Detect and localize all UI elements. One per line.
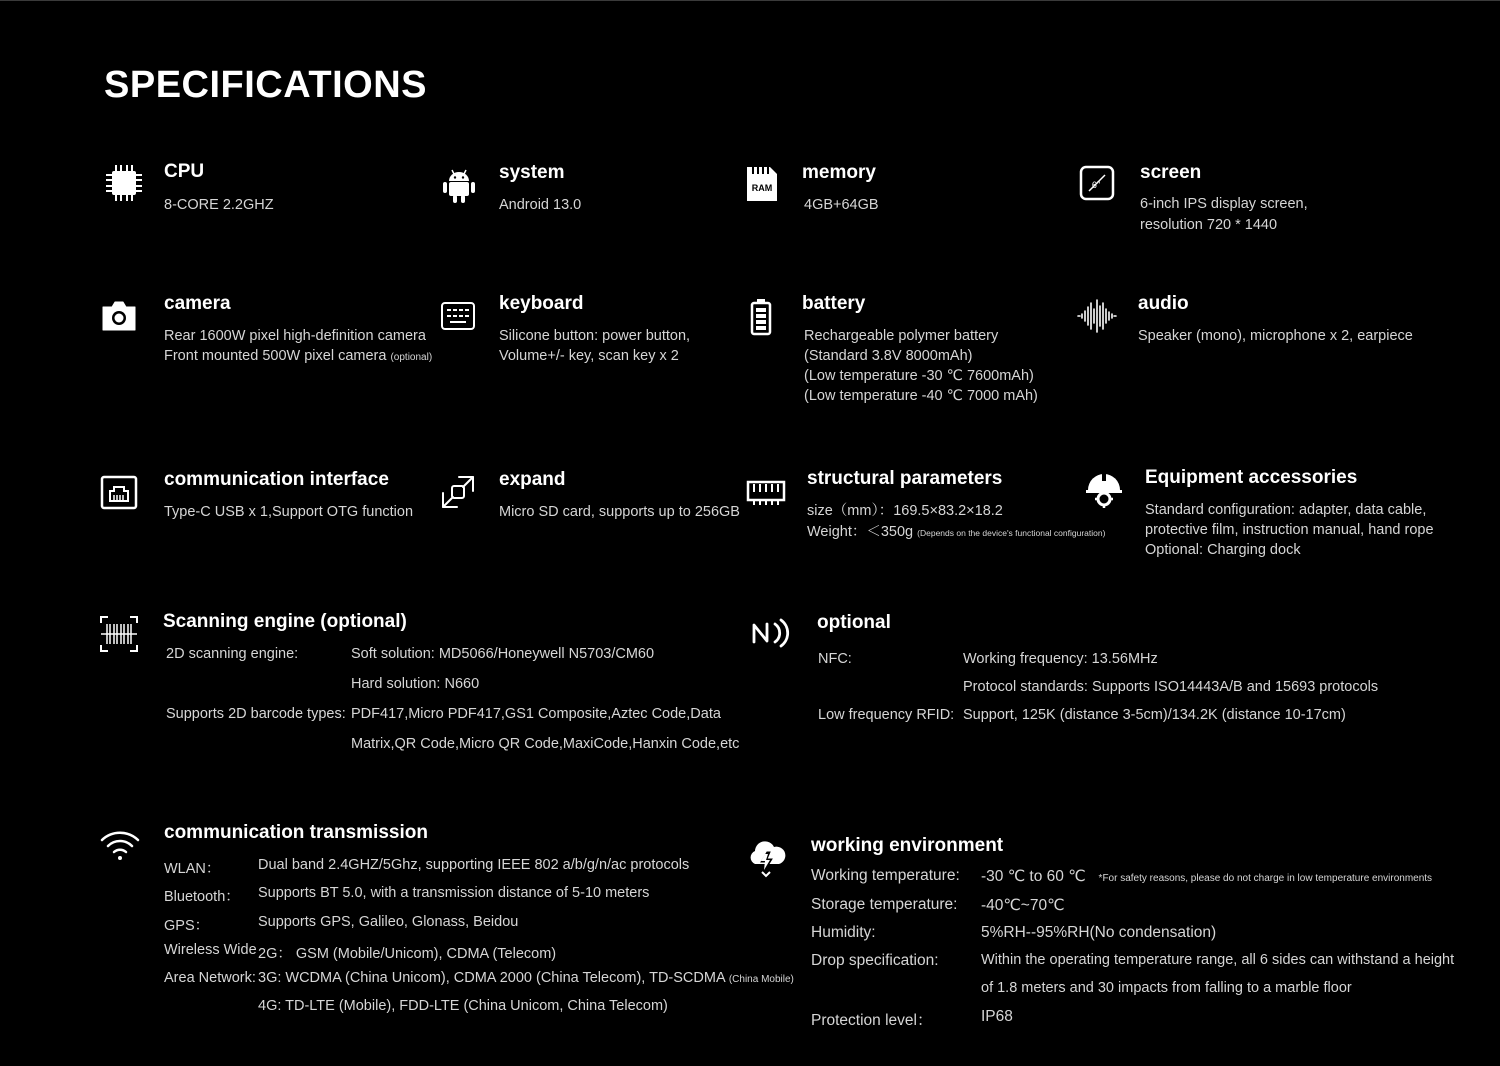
scanning-row-1-label: 2D scanning engine:: [166, 646, 299, 662]
env-row-3-label: Humidity:: [811, 924, 876, 941]
camera-line-1: Rear 1600W pixel high-definition camera: [164, 328, 426, 344]
memory-value: 4GB+64GB: [804, 197, 879, 213]
comm-row-4-label: Wireless Wide: [164, 942, 257, 958]
cpu-value: 8-CORE 2.2GHZ: [164, 197, 274, 213]
ethernet-port-icon: [98, 471, 140, 513]
comm-heading: communication transmission: [164, 822, 428, 843]
comm-row-3-value: Supports GPS, Galileo, Glonass, Beidou: [258, 914, 519, 930]
screen-heading: screen: [1140, 162, 1202, 183]
audio-value: Speaker (mono), microphone x 2, earpiece: [1138, 328, 1413, 344]
env-row-4-value: Within the operating temperature range, all 6 sides can withstand a height: [981, 952, 1455, 968]
optional-row-3-label: Low frequency RFID:: [818, 707, 955, 723]
optional-row-1-label: NFC:: [818, 651, 852, 667]
accessories-line-3: Optional: Charging dock: [1145, 542, 1301, 558]
scanning-row-2-value: Hard solution: N660: [351, 676, 480, 692]
comm-row-3-label: GPS：: [164, 918, 210, 934]
comm-row-5-value: [258, 970, 794, 986]
ram-icon-label: RAM: [751, 183, 773, 193]
screen-icon-label: 6": [1091, 180, 1101, 190]
env-charging-note: *For safety reasons, please do not charge in low temperature environments: [1098, 873, 1433, 884]
env-row-6-label: Protection level：: [811, 1012, 933, 1029]
accessories-line-2: protective film, instruction manual, hand rope: [1145, 522, 1434, 538]
page-title: SPECIFICATIONS: [104, 64, 427, 106]
cpu-chip-icon: [103, 162, 145, 204]
env-row-3-value: 5%RH--95%RH(No condensation): [981, 924, 1217, 941]
camera-icon: [98, 295, 140, 337]
memory-heading: memory: [802, 162, 876, 183]
cpu-heading: CPU: [164, 161, 205, 182]
optional-row-2-value: Protocol standards: Supports ISO14443A/B and 15693 protocols: [963, 679, 1379, 695]
env-row-2-value: -40℃~70℃: [981, 897, 1065, 914]
screen-line-2: resolution 720 * 1440: [1140, 217, 1278, 233]
scanning-row-3-label: Supports 2D barcode types:: [166, 706, 346, 722]
expand-value: Micro SD card, supports up to 256GB: [499, 504, 740, 520]
camera-line-2: [164, 346, 432, 368]
audio-heading: audio: [1138, 293, 1189, 314]
comm-row-5-label: Area Network:: [164, 970, 256, 986]
accessories-heading: Equipment accessories: [1145, 467, 1358, 488]
battery-line-3: (Low temperature -30 ℃ 7600mAh): [804, 368, 1034, 384]
system-heading: system: [499, 162, 565, 183]
structure-weight-text: Weight：＜350g: [807, 524, 914, 540]
camera-heading: camera: [164, 293, 231, 314]
battery-line-2: (Standard 3.8V 8000mAh): [804, 348, 973, 364]
structure-weight-note: (Depends on the device's functional configuration): [917, 528, 1106, 538]
sound-wave-icon: [1076, 295, 1118, 337]
env-row-2-label: Storage temperature:: [811, 896, 958, 913]
scanning-row-4-value: Matrix,QR Code,Micro QR Code,MaxiCode,Hanxin Code,etc: [351, 736, 740, 752]
structure-heading: structural parameters: [807, 468, 1003, 489]
screen-line-1: 6-inch IPS display screen,: [1140, 196, 1308, 212]
battery-icon: [740, 296, 782, 338]
comm-row-5-note: (China Mobile): [728, 974, 794, 985]
optional-heading: optional: [817, 612, 891, 633]
structure-size: size（mm）：169.5×83.2×18.2: [807, 503, 1003, 519]
keyboard-line-1: Silicone button: power button,: [499, 328, 691, 344]
expand-heading: expand: [499, 469, 566, 490]
interface-value: Type-C USB x 1,Support OTG function: [164, 504, 414, 520]
env-row-1-text: -30 ℃ to 60 ℃: [981, 868, 1086, 885]
comm-row-1-value: Dual band 2.4GHZ/5Ghz, supporting IEEE 802 a/b/g/n/ac protocols: [258, 857, 690, 873]
comm-row-2-label: Bluetooth：: [164, 889, 240, 905]
keyboard-line-2: Volume+/- key, scan key x 2: [499, 348, 679, 364]
structure-weight: [807, 522, 1105, 543]
battery-heading: battery: [802, 293, 866, 314]
camera-line-2-text: Front mounted 500W pixel camera: [164, 348, 387, 364]
scanning-row-3-value: PDF417,Micro PDF417,GS1 Composite,Aztec Code,Data: [351, 706, 721, 722]
env-heading: working environment: [811, 835, 1004, 856]
keyboard-icon: [437, 295, 479, 337]
battery-line-4: (Low temperature -40 ℃ 7000 mAh): [804, 388, 1038, 404]
top-border: [0, 0, 1500, 1]
comm-row-4-value: 2G： GSM (Mobile/Unicom), CDMA (Telecom): [258, 946, 557, 962]
optional-row-1-value: Working frequency: 13.56MHz: [963, 651, 1158, 667]
ram-card-icon: [741, 163, 783, 205]
scanning-heading: Scanning engine (optional): [163, 611, 407, 632]
comm-row-1-label: WLAN：: [164, 861, 221, 877]
battery-line-1: Rechargeable polymer battery: [804, 328, 999, 344]
optional-row-3-value: Support, 125K (distance 3-5cm)/134.2K (distance 10-17cm): [963, 707, 1346, 723]
env-row-4-label: Drop specification:: [811, 952, 939, 969]
comm-row-2-value: Supports BT 5.0, with a transmission distance of 5-10 meters: [258, 885, 650, 901]
cloud-lightning-icon: [745, 836, 787, 878]
env-row-5-value: of 1.8 meters and 30 impacts from falling to a marble floor: [981, 980, 1352, 996]
hard-hat-gear-icon: [1083, 468, 1125, 510]
keyboard-heading: keyboard: [499, 293, 584, 314]
ruler-icon: [745, 470, 787, 512]
screen-size-icon: [1076, 162, 1118, 204]
comm-row-6-value: 4G: TD-LTE (Mobile), FDD-LTE (China Unicom, China Telecom): [258, 998, 668, 1014]
accessories-line-1: Standard configuration: adapter, data cable,: [1145, 502, 1427, 518]
nfc-icon: [750, 612, 792, 654]
env-row-1-value: [981, 867, 1432, 886]
system-value: Android 13.0: [499, 197, 582, 213]
env-row-6-value: IP68: [981, 1008, 1013, 1025]
scanning-row-1-value: Soft solution: MD5066/Honeywell N5703/CM60: [351, 646, 655, 662]
comm-row-5-text: 3G: WCDMA (China Unicom), CDMA 2000 (China Telecom), TD-SCDMA: [258, 970, 725, 986]
barcode-scan-icon: [98, 613, 140, 655]
env-row-1-label: Working temperature:: [811, 867, 960, 884]
expand-arrows-icon: [437, 471, 479, 513]
android-icon: [438, 164, 480, 206]
interface-heading: communication interface: [164, 469, 389, 490]
camera-optional-note: (optional): [390, 352, 433, 363]
wifi-icon: [99, 824, 141, 866]
